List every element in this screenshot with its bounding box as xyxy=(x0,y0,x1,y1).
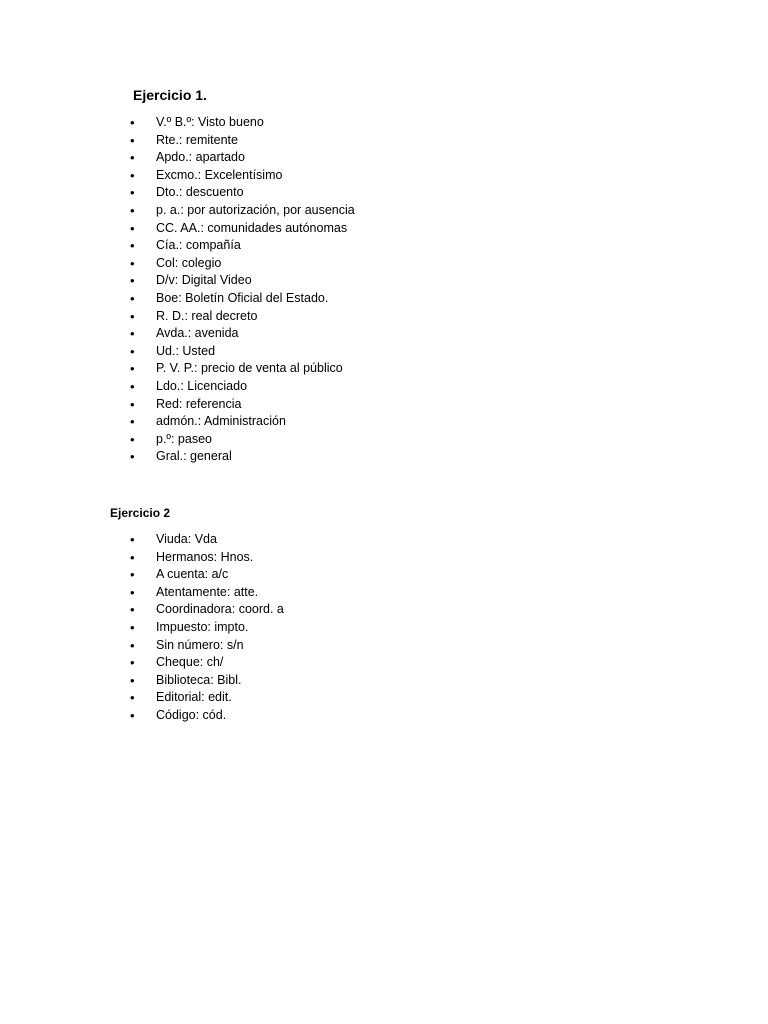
ejercicio-1-heading: Ejercicio 1. xyxy=(133,87,207,103)
list-item-text: Atentamente: atte. xyxy=(156,584,259,599)
bullet-icon: • xyxy=(130,255,135,271)
list-item-text: R. D.: real decreto xyxy=(156,308,258,323)
bullet-icon: • xyxy=(130,672,135,688)
bullet-icon: • xyxy=(130,220,135,236)
bullet-icon: • xyxy=(130,115,135,130)
bullet-icon: • xyxy=(130,414,135,430)
bullet-icon: • xyxy=(130,185,135,201)
list-item-text: Rte.: remitente xyxy=(156,132,238,147)
list-item-text: P. V. P.: precio de venta al público xyxy=(156,361,343,376)
list-item-text: p.º: paseo xyxy=(156,431,212,446)
bullet-icon: • xyxy=(130,532,135,547)
list-item-text: D/v: Digital Video xyxy=(156,273,252,288)
list-item-text: Red: referencia xyxy=(156,396,242,411)
list-item-text: Apdo.: apartado xyxy=(156,150,245,165)
bullet-icon: • xyxy=(130,655,135,671)
bullet-icon: • xyxy=(130,308,135,324)
list-item-text: Impuesto: impto. xyxy=(156,619,249,634)
bullet-icon: • xyxy=(130,396,135,412)
list-item-text: Código: cód. xyxy=(156,707,227,722)
bullet-icon: • xyxy=(130,273,135,289)
bullet-icon: • xyxy=(130,637,135,653)
bullet-icon: • xyxy=(130,290,135,306)
list-item-text: Excmo.: Excelentísimo xyxy=(156,167,283,182)
list-item-text: Ldo.: Licenciado xyxy=(156,378,248,393)
bullet-icon: • xyxy=(130,707,135,723)
bullet-icon: • xyxy=(130,167,135,183)
list-item-text: Avda.: avenida xyxy=(156,326,239,341)
bullet-icon: • xyxy=(130,150,135,166)
list-item-text: A cuenta: a/c xyxy=(156,567,229,582)
list-item-text: Cheque: ch/ xyxy=(156,655,224,670)
bullet-icon: • xyxy=(130,132,135,148)
list-item-text: Col: colegio xyxy=(156,255,222,270)
list-item-text: Boe: Boletín Oficial del Estado. xyxy=(156,290,329,305)
bullet-icon: • xyxy=(130,449,135,465)
list-item-text: Hermanos: Hnos. xyxy=(156,549,254,564)
bullet-icon: • xyxy=(130,584,135,600)
list-item-text: admón.: Administración xyxy=(156,414,286,429)
bullet-icon: • xyxy=(130,549,135,565)
ejercicio-2-heading: Ejercicio 2 xyxy=(110,506,171,520)
bullet-icon: • xyxy=(130,238,135,254)
list-item-text: Gral.: general xyxy=(156,449,232,464)
list-item-text: Editorial: edit. xyxy=(156,690,232,705)
list-item-text: Coordinadora: coord. a xyxy=(156,602,284,617)
list-item-text: V.º B.º: Visto bueno xyxy=(156,115,264,129)
bullet-icon: • xyxy=(130,343,135,359)
bullet-icon: • xyxy=(130,619,135,635)
bullet-icon: • xyxy=(130,361,135,377)
bullet-icon: • xyxy=(130,431,135,447)
bullet-icon: • xyxy=(130,602,135,618)
list-item-text: CC. AA.: comunidades autónomas xyxy=(156,220,348,235)
bullet-icon: • xyxy=(130,567,135,583)
bullet-icon: • xyxy=(130,326,135,342)
list-item-text: Biblioteca: Bibl. xyxy=(156,672,242,687)
list-item-text: Dto.: descuento xyxy=(156,185,244,200)
list-item-text: Ud.: Usted xyxy=(156,343,216,358)
bullet-icon: • xyxy=(130,202,135,218)
list-item-text: Viuda: Vda xyxy=(156,532,217,546)
list-item-text: p. a.: por autorización, por ausencia xyxy=(156,202,355,217)
list-item-text: Cía.: compañía xyxy=(156,238,241,253)
list-item-text: Sin número: s/n xyxy=(156,637,244,652)
bullet-icon: • xyxy=(130,690,135,706)
bullet-icon: • xyxy=(130,378,135,394)
